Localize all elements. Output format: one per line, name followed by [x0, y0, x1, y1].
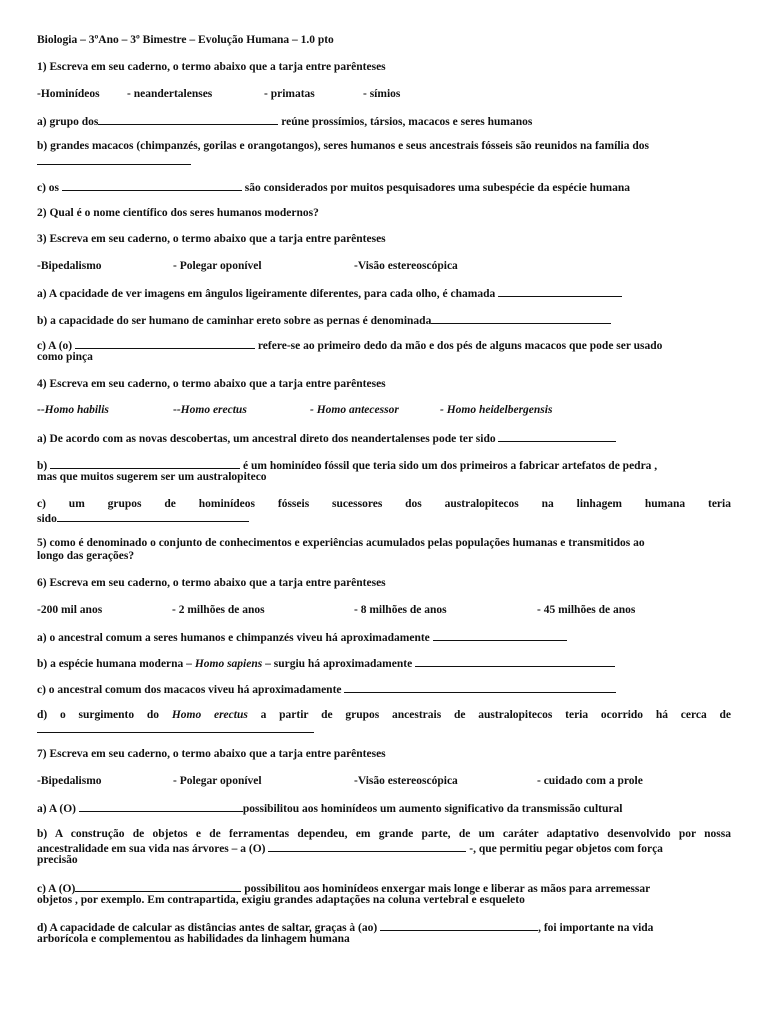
q4-b-continued: mas que muitos sugerem ser um australopiteco: [37, 471, 267, 483]
q7-option: -Visão estereoscópica: [354, 775, 458, 787]
q3-options: [37, 260, 731, 273]
answer-blank[interactable]: [344, 682, 616, 693]
q1-option: - símios: [363, 88, 401, 100]
q1-option: -Hominídeos: [37, 88, 100, 100]
q6-option: -200 mil anos: [37, 604, 103, 616]
answer-blank[interactable]: [380, 920, 538, 931]
q4-option: --Homo habilis: [37, 404, 109, 416]
q1-option: - primatas: [264, 88, 315, 100]
q3-prompt: 3) Escreva em seu caderno, o termo abaixo que a tarja entre parênteses: [37, 233, 386, 245]
q4-c: c) um grupos de hominídeos fósseis sucessores dos australopitecos na linhagem humana teria: [37, 498, 731, 510]
q6-option: - 2 milhões de anos: [172, 604, 265, 616]
q3-option: -Visão estereoscópica: [354, 260, 458, 272]
q4-b: b) é um hominídeo fóssil que teria sido um dos primeiros a fabricar artefatos de pedra ,: [37, 460, 658, 472]
q1-a: a) grupo dos reúne prossímios, társios, macacos e seres humanos: [37, 116, 533, 128]
q6-d: d) o surgimento do Homo erectus a partir de grupos ancestrais de australopitecos teria ocorrido há cerca de: [37, 709, 731, 721]
q4-option: --Homo erectus: [173, 404, 247, 416]
worksheet-title: Biologia – 3ºAno – 3º Bimestre – Evolução Humana – 1.0 pto: [37, 34, 334, 46]
q3-c: c) A (o) refere-se ao primeiro dedo da mão e dos pés de alguns macacos que pode ser usado: [37, 340, 663, 352]
q4-options: [37, 404, 731, 417]
q4-option: - Homo antecessor: [310, 404, 399, 416]
q3-b: b) a capacidade do ser humano de caminhar ereto sobre as pernas é denominada: [37, 313, 731, 328]
answer-blank[interactable]: [75, 338, 255, 349]
q2-prompt: 2) Qual é o nome científico dos seres humanos modernos?: [37, 207, 319, 219]
q3-c-continued: como pinça: [37, 351, 93, 363]
q1-b-blank-line: [37, 154, 731, 169]
q6-b: b) a espécie humana moderna – Homo sapiens – surgiu há aproximadamente: [37, 656, 731, 671]
answer-blank[interactable]: [79, 801, 243, 812]
q7-c: c) A (O) possibilitou aos hominídeos enxergar mais longe e liberar as mãos para arremessar: [37, 883, 651, 895]
answer-blank[interactable]: [431, 313, 611, 324]
answer-blank[interactable]: [37, 154, 191, 165]
answer-blank[interactable]: [62, 180, 242, 191]
q3-option: - Polegar oponível: [173, 260, 262, 272]
q6-d-blank-line: [37, 722, 731, 737]
q7-b-continued-2: precisão: [37, 854, 78, 866]
q7-option: - Polegar oponível: [173, 775, 262, 787]
q3-a: a) A cpacidade de ver imagens em ângulos ligeiramente diferentes, para cada olho, é chamada: [37, 286, 731, 301]
q6-c: c) o ancestral comum dos macacos viveu há aproximadamente: [37, 682, 731, 697]
answer-blank[interactable]: [75, 881, 241, 892]
answer-blank[interactable]: [498, 286, 622, 297]
answer-blank[interactable]: [268, 841, 466, 852]
q5-prompt-continued: longo das gerações?: [37, 550, 135, 562]
answer-blank[interactable]: [98, 114, 278, 125]
q6-options: [37, 604, 731, 617]
q4-a: a) De acordo com as novas descobertas, um ancestral direto dos neandertalenses pode ter sido: [37, 431, 731, 446]
answer-blank[interactable]: [57, 511, 249, 522]
q6-a: a) o ancestral comum a seres humanos e chimpanzés viveu há aproximadamente: [37, 630, 731, 645]
q7-b-continued: ancestralidade em sua vida nas árvores – a (O) -, que permitiu pegar objetos com força: [37, 843, 663, 855]
q1-b: b) grandes macacos (chimpanzés, gorilas e orangotangos), seres humanos e seus ancestrais fósseis são reunidos na família dos: [37, 140, 649, 152]
q4-option: - Homo heidelbergensis: [440, 404, 553, 416]
q6-prompt: 6) Escreva em seu caderno, o termo abaixo que a tarja entre parênteses: [37, 577, 386, 589]
q7-b: b) A construção de objetos e de ferramentas dependeu, em grande parte, de um caráter adaptativo desenvolvido por nossa: [37, 828, 731, 840]
answer-blank[interactable]: [50, 458, 240, 469]
q7-a: a) A (O) possibilitou aos hominídeos um aumento significativo da transmissão cultural: [37, 803, 623, 815]
q7-d: d) A capacidade de calcular as distâncias antes de saltar, graças à (ao) , foi importante na vida: [37, 922, 654, 934]
q7-prompt: 7) Escreva em seu caderno, o termo abaixo que a tarja entre parênteses: [37, 748, 386, 760]
q7-options: [37, 775, 731, 788]
q7-option: -Bipedalismo: [37, 775, 102, 787]
q1-option: - neandertalenses: [127, 88, 213, 100]
q4-prompt: 4) Escreva em seu caderno, o termo abaixo que a tarja entre parênteses: [37, 378, 386, 390]
q7-c-continued: objetos , por exemplo. Em contrapartida, exigiu grandes adaptações na coluna vertebral e esqueleto: [37, 894, 525, 906]
q7-d-continued: arborícola e complementou as habilidades da linhagem humana: [37, 933, 350, 945]
q6-option: - 8 milhões de anos: [354, 604, 447, 616]
q1-c: c) os são considerados por muitos pesquisadores uma subespécie da espécie humana: [37, 182, 630, 194]
q5-prompt: 5) como é denominado o conjunto de conhecimentos e experiências acumulados pelas populações humanas e transmitidos ao: [37, 537, 645, 549]
q7-option: - cuidado com a prole: [537, 775, 643, 787]
q6-option: - 45 milhões de anos: [537, 604, 636, 616]
answer-blank[interactable]: [433, 630, 567, 641]
answer-blank[interactable]: [37, 722, 314, 733]
q3-option: -Bipedalismo: [37, 260, 102, 272]
answer-blank[interactable]: [498, 431, 616, 442]
q1-options: [37, 88, 731, 101]
q1-prompt: 1) Escreva em seu caderno, o termo abaixo que a tarja entre parênteses: [37, 61, 386, 73]
q4-c-continued: sido: [37, 511, 731, 526]
answer-blank[interactable]: [415, 656, 615, 667]
